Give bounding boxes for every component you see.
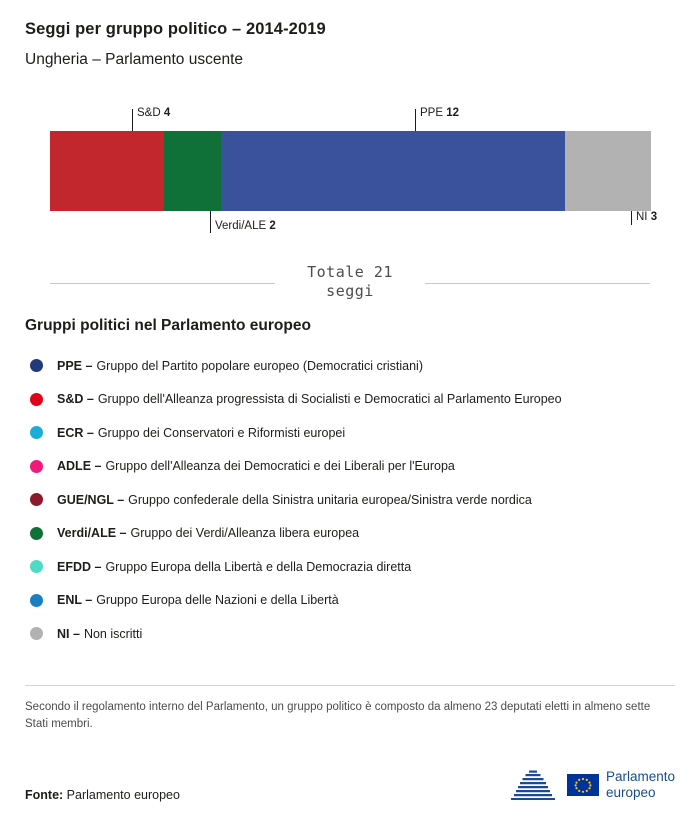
- sd-callout-abbr: S&D: [137, 107, 161, 119]
- legend-abbr-verdi-ale: Verdi/ALE –: [57, 526, 127, 541]
- hemicycle-icon: [507, 768, 559, 802]
- legend-abbr-ppe: PPE –: [57, 358, 93, 373]
- page-subtitle: Ungheria – Parlamento uscente: [25, 51, 243, 68]
- legend-item-sd: [25, 383, 675, 417]
- legend-list: [25, 349, 675, 651]
- source-line: [25, 788, 180, 802]
- verdi-callout-label: [215, 220, 276, 233]
- legend-abbr-ecr: ECR –: [57, 425, 94, 440]
- legend-desc-ppe: Gruppo del Partito popolare europeo (Democratici cristiani): [96, 358, 423, 373]
- legend-item-ni: [25, 617, 675, 651]
- verdi-callout-abbr: Verdi/ALE: [215, 220, 267, 232]
- page-footer: [25, 768, 675, 802]
- verdi-callout-value: 2: [269, 220, 276, 232]
- total-seats: [25, 263, 675, 303]
- legend-color-dot-sd: [30, 393, 43, 406]
- legend-color-dot-ppe: [30, 359, 43, 372]
- ppe-callout-value: 12: [446, 107, 460, 119]
- legend-heading: Gruppi politici nel Parlamento europeo: [25, 317, 311, 334]
- stacked-bar: [50, 131, 651, 211]
- legend-color-dot-ecr: [30, 426, 43, 439]
- eu-flag-icon: [567, 774, 599, 796]
- legend-abbr-sd: S&D –: [57, 392, 94, 407]
- total-seats-unit: seggi: [326, 281, 374, 300]
- bar-segment-sd[interactable]: [50, 131, 164, 211]
- legend-desc-enl: Gruppo Europa delle Nazioni e della Libertà: [96, 593, 339, 608]
- ep-logo-line2: europeo: [605, 785, 656, 800]
- legend-color-dot-enl: [30, 594, 43, 607]
- legend-color-dot-efdd: [30, 560, 43, 573]
- ni-callout-tick: [631, 211, 632, 225]
- legend-item-efdd: [25, 550, 675, 584]
- legend-item-enl: [25, 584, 675, 618]
- legend-desc-adle: Gruppo dell'Alleanza dei Democratici e dei Liberali per l'Europa: [105, 459, 455, 474]
- footnote-divider: [25, 685, 675, 686]
- ep-logo: [507, 768, 675, 802]
- ep-logo-text: [606, 769, 675, 800]
- ppe-callout-label: [420, 107, 459, 120]
- bar-segment-ni[interactable]: [565, 131, 651, 211]
- ni-callout-label: [636, 211, 657, 224]
- legend-color-dot-adle: [30, 460, 43, 473]
- source-label: Fonte:: [25, 788, 64, 802]
- legend-desc-sd: Gruppo dell'Alleanza progressista di Socialisti e Democratici al Parlamento Europeo: [97, 392, 562, 407]
- page-title: Seggi per gruppo politico – 2014-2019: [25, 20, 326, 38]
- legend-abbr-ni: NI –: [57, 626, 80, 641]
- legend-abbr-enl: ENL –: [57, 593, 93, 608]
- ep-logo-line1: Parlamento: [605, 769, 675, 785]
- legend-desc-ecr: Gruppo dei Conservatori e Riformisti europei: [97, 425, 346, 440]
- footnote-text: Secondo il regolamento interno del Parlamento, un gruppo politico è composto da almeno 23 deputati eletti in almeno sette Stati membri.: [25, 700, 651, 730]
- legend-item-ecr: [25, 416, 675, 450]
- sd-callout-label: [137, 107, 170, 120]
- legend-item-verdi-ale: [25, 517, 675, 551]
- legend-abbr-gue-ngl: GUE/NGL –: [57, 492, 125, 507]
- verdi-callout-tick: [210, 211, 211, 233]
- legend-item-adle: [25, 450, 675, 484]
- seats-bar-chart: [25, 101, 675, 241]
- legend-desc-verdi-ale: Gruppo dei Verdi/Alleanza libera europea: [130, 526, 360, 541]
- source-value: Parlamento europeo: [66, 788, 180, 802]
- legend-desc-efdd: Gruppo Europa della Libertà e della Democrazia diretta: [105, 559, 412, 574]
- ppe-callout-abbr: PPE: [420, 107, 444, 119]
- legend-desc-ni: Non iscritti: [83, 626, 143, 641]
- sd-callout-tick: [132, 109, 133, 131]
- legend-item-ppe: [25, 349, 675, 383]
- legend-color-dot-verdi-ale: [30, 527, 43, 540]
- ni-callout-value: 3: [650, 211, 658, 223]
- ppe-callout-tick: [415, 109, 416, 131]
- legend-color-dot-ni: [30, 627, 43, 640]
- total-seats-value: Totale 21: [307, 263, 393, 281]
- legend-color-dot-gue-ngl: [30, 493, 43, 506]
- sd-callout-value: 4: [163, 107, 171, 119]
- ni-callout-abbr: NI: [636, 211, 648, 223]
- legend-item-gue-ngl: [25, 483, 675, 517]
- bar-segment-verdi-ale[interactable]: [164, 131, 221, 211]
- legend-abbr-efdd: EFDD –: [57, 559, 102, 574]
- bar-segment-ppe[interactable]: [221, 131, 565, 211]
- legend-desc-gue-ngl: Gruppo confederale della Sinistra unitaria europea/Sinistra verde nordica: [128, 492, 532, 507]
- legend-abbr-adle: ADLE –: [57, 459, 102, 474]
